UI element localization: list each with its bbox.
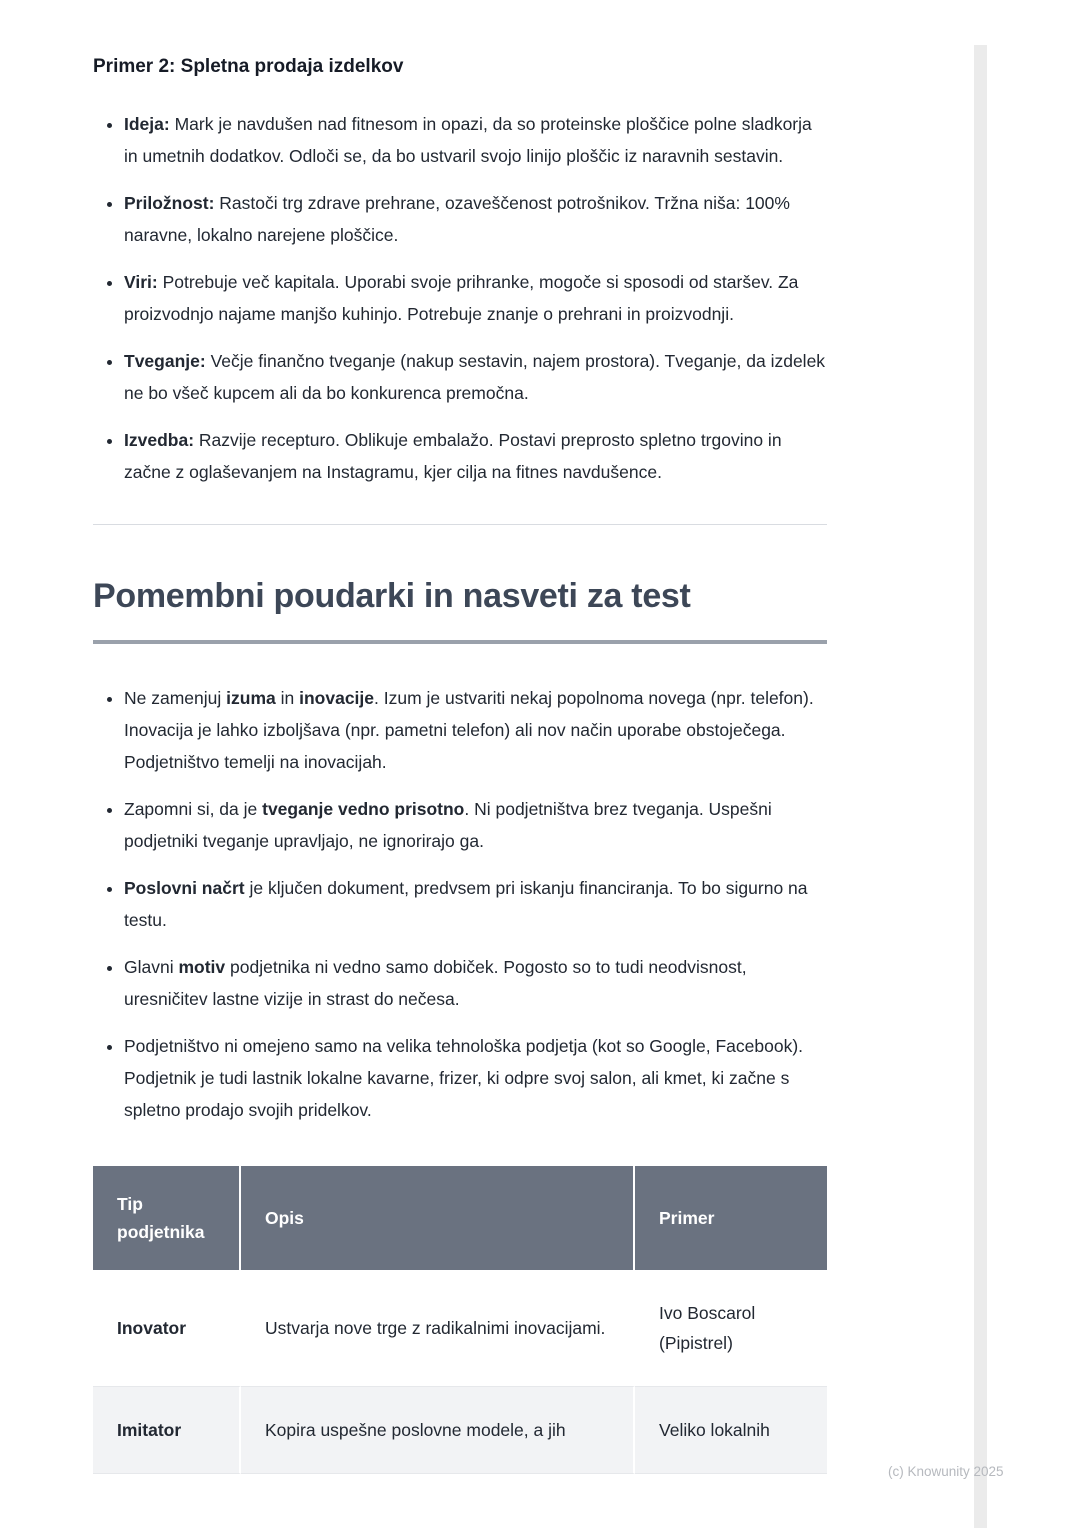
- list-item: • Tveganje: Večje finančno tveganje (nakup sestavin, najem prostora). Tveganje, da izdelek ne bo všeč kupcem ali da bo konkurenca premočna.: [124, 345, 827, 409]
- title-underline: [93, 640, 827, 644]
- entrepreneur-types-table: [93, 1166, 827, 1474]
- list-item: • Zapomni si, da je tveganje vedno prisotno. Ni podjetništva brez tveganja. Uspešni podjetniki tveganje upravljajo, ne ignorirajo ga.: [124, 793, 827, 857]
- table-cell: Imitator: [93, 1387, 241, 1474]
- copyright-footer: (c) Knowunity 2025: [888, 1464, 1004, 1479]
- table-header-cell: Opis: [241, 1166, 635, 1270]
- document-content: [93, 56, 827, 1474]
- section-divider: [93, 524, 827, 525]
- table-header-row: [93, 1166, 827, 1270]
- section-key-points: [93, 577, 827, 1126]
- list-item: • Ideja: Mark je navdušen nad fitnesom in opazi, da so proteinske ploščice polne sladkorja in umetnih dodatkov. Odloči se, da bo ustvaril svojo linijo ploščic iz naravnih sestavin.: [124, 108, 827, 172]
- list-item: • Viri: Potrebuje več kapitala. Uporabi svoje prihranke, mogoče si sposodi od staršev. Za proizvodnjo najame manjšo kuhinjo. Potrebuje znanje o prehrani in proizvodnji.: [124, 266, 827, 330]
- table-cell: Ivo Boscarol (Pipistrel): [635, 1270, 827, 1387]
- keypoints-bullet-list: [93, 682, 827, 1126]
- list-item: • Glavni motiv podjetnika ni vedno samo dobiček. Pogosto so to tudi neodvisnost, uresničitev lastne vizije in strast do nečesa.: [124, 951, 827, 1015]
- page-title: Pomembni poudarki in nasveti za test: [93, 577, 691, 615]
- list-item: • Ne zamenjuj izuma in inovacije. Izum je ustvariti nekaj popolnoma novega (npr. telefon). Inovacija je lahko izboljšava (npr. pametni telefon) ali nov način uporabe obstoječega. Podjetništvo temelji na inovacijah.: [124, 682, 827, 778]
- list-item: • Podjetništvo ni omejeno samo na velika tehnološka podjetja (kot so Google, Facebook). Podjetnik je tudi lastnik lokalne kavarne, frizer, ki odpre svoj salon, ali kmet, ki začne s spletno prodajo svojih pridelkov.: [124, 1030, 827, 1126]
- list-item: • Poslovni načrt je ključen dokument, predvsem pri iskanju financiranja. To bo sigurno na testu.: [124, 872, 827, 936]
- section-example2: [93, 56, 827, 488]
- table-row: [93, 1270, 827, 1387]
- example-bullet-list: [93, 108, 827, 488]
- table-cell: Kopira uspešne poslovne modele, a jih: [241, 1387, 635, 1474]
- table-header-cell: Primer: [635, 1166, 827, 1270]
- table-header-cell: Tip podjetnika: [93, 1166, 241, 1270]
- list-item: • Izvedba: Razvije recepturo. Oblikuje embalažo. Postavi preprosto spletno trgovino in začne z oglaševanjem na Instagramu, kjer cilja na fitnes navdušence.: [124, 424, 827, 488]
- table-row: [93, 1387, 827, 1474]
- scrollbar[interactable]: [974, 45, 987, 1528]
- table-body: [93, 1270, 827, 1474]
- table-cell: Veliko lokalnih: [635, 1387, 827, 1474]
- table-cell: Ustvarja nove trge z radikalnimi inovacijami.: [241, 1270, 635, 1387]
- table-cell: Inovator: [93, 1270, 241, 1387]
- list-item: • Priložnost: Rastoči trg zdrave prehrane, ozaveščenost potrošnikov. Tržna niša: 100% naravne, lokalno narejene ploščice.: [124, 187, 827, 251]
- section-heading: Primer 2: Spletna prodaja izdelkov: [93, 56, 404, 77]
